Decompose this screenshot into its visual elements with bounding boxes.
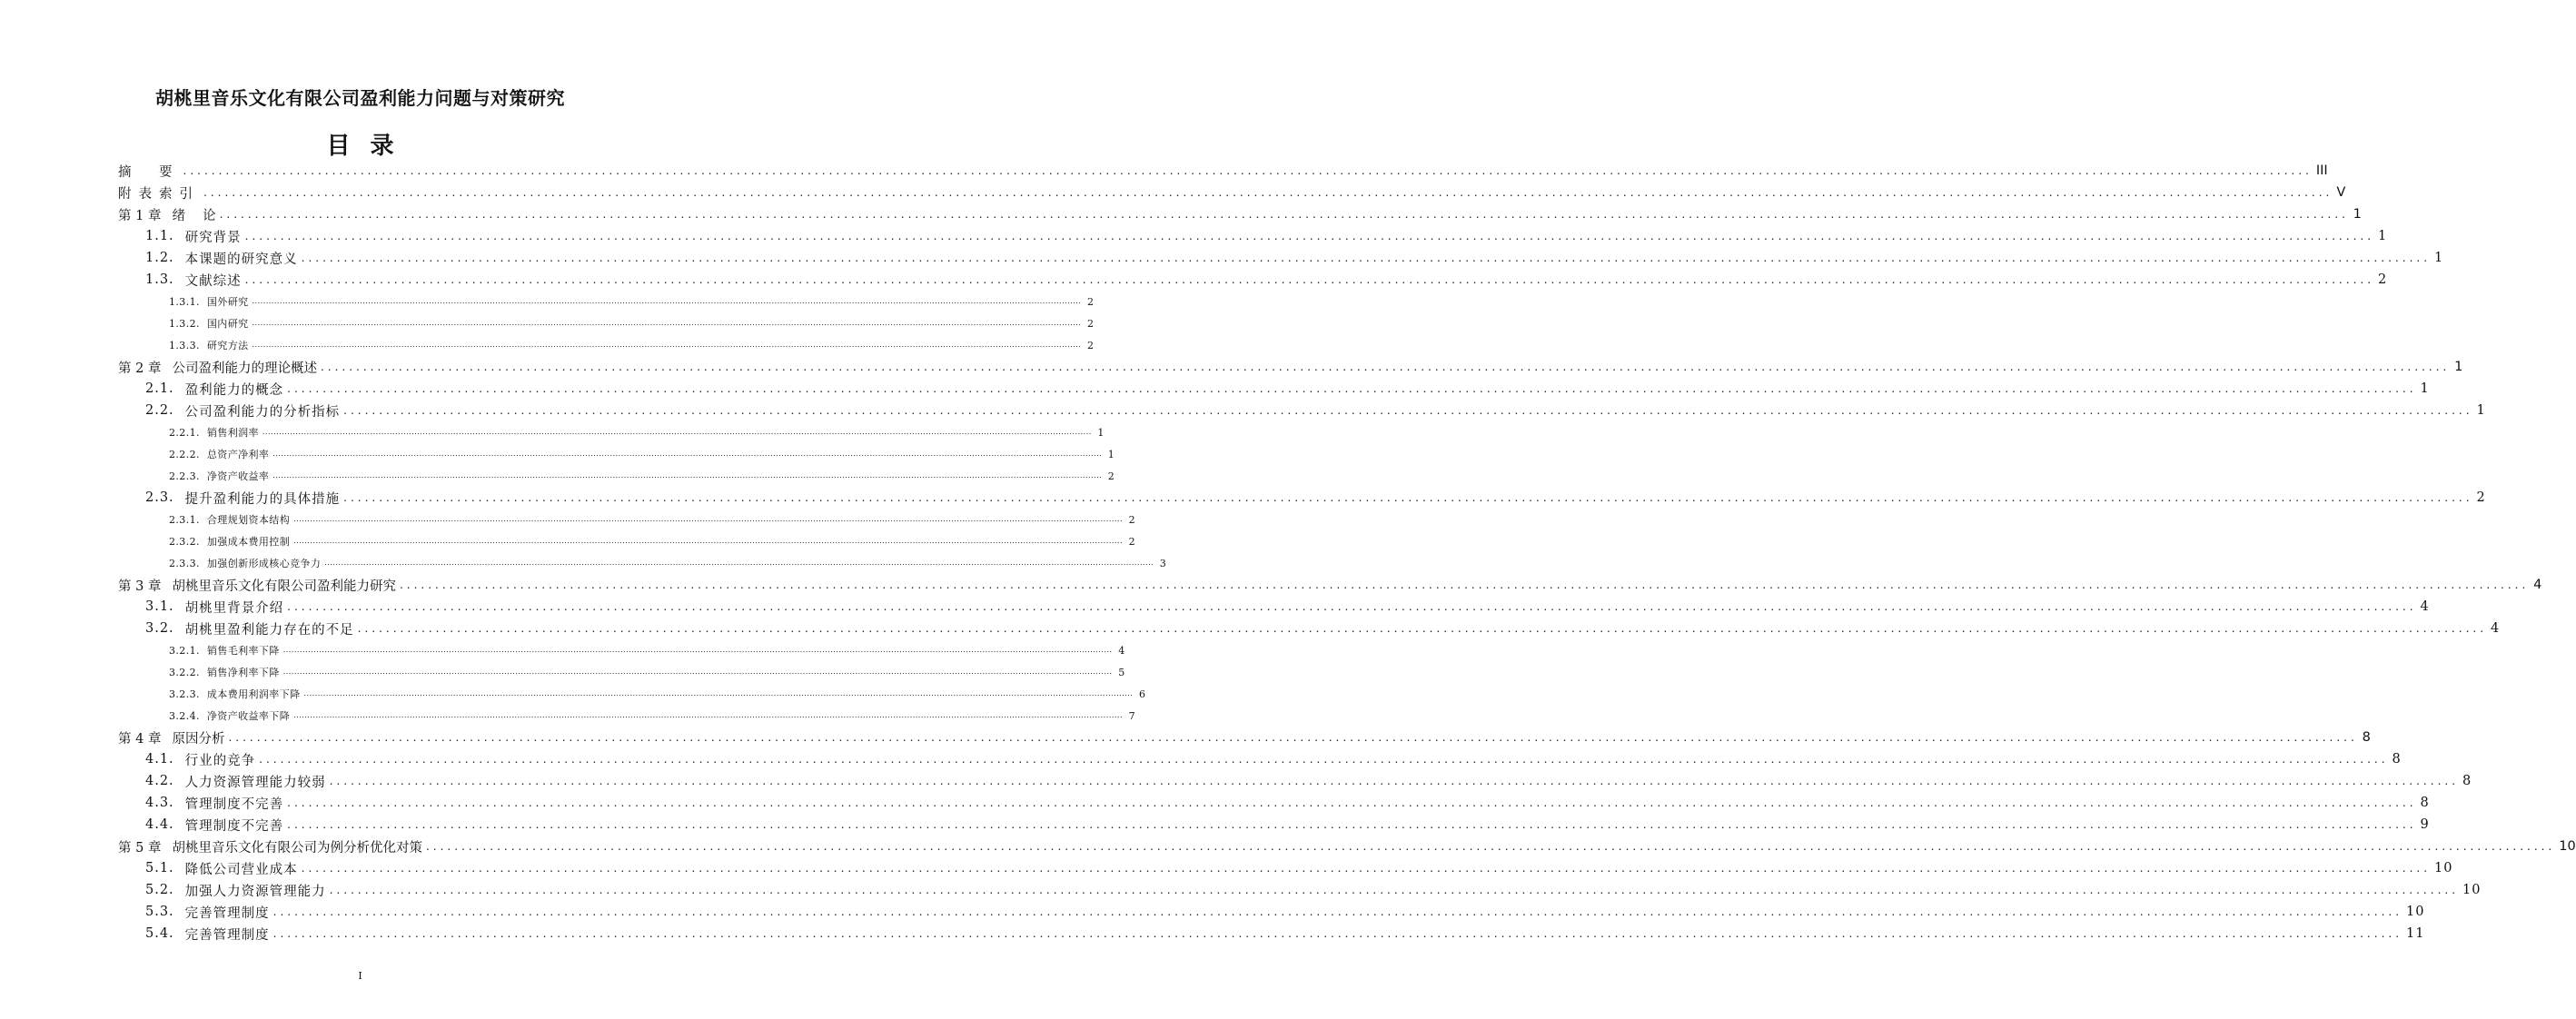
- toc-leader-dots: ............................................................................................................................................................................................................................................................................................................: [343, 404, 2473, 417]
- toc-entry-title: 合理规划资本结构: [206, 514, 291, 526]
- toc-entry-number: 2.3.3.: [169, 557, 200, 569]
- toc-entry-title: 本课题的研究意义: [184, 252, 298, 267]
- toc-entry[interactable]: [145, 487, 2486, 509]
- toc-entry[interactable]: [169, 705, 1135, 727]
- toc-entry-number: 3.2.4.: [169, 709, 200, 722]
- toc-entry[interactable]: [118, 203, 2362, 225]
- toc-entry-page: 2: [1086, 339, 1095, 351]
- toc-entry-title: 国外研究: [206, 296, 249, 308]
- toc-entry-title: 销售净利率下降: [206, 667, 280, 678]
- toc-leader-dots: ............................................................................................................................................................................................................................................................................................................: [244, 230, 2375, 242]
- toc-entry-number: 1.3.2.: [169, 317, 200, 330]
- toc-entry-page: 8: [2362, 730, 2371, 745]
- toc-entry-number: 4.2.: [145, 774, 174, 788]
- toc-entry-title: 绪 论: [172, 208, 216, 223]
- toc-entry-page: 2: [1107, 470, 1115, 482]
- toc-entry[interactable]: [145, 879, 2482, 901]
- toc-entry-page: 1: [2420, 381, 2430, 396]
- toc-leader-dots: ............................................................................................................................................................................................................................................................................................................: [228, 731, 2358, 744]
- toc-entry-page: III: [2315, 163, 2328, 178]
- toc-entry-page: 1: [2378, 229, 2388, 243]
- toc-entry-page: 2: [1128, 535, 1135, 548]
- toc-entry-page: 3: [1159, 557, 1167, 569]
- toc-entry-title: 降低公司营业成本: [184, 862, 298, 877]
- toc-entry-page: 10: [2434, 861, 2453, 876]
- toc-entry-page: 10: [2462, 883, 2482, 897]
- toc-entry-number: 5.2.: [145, 883, 174, 897]
- toc-entry-page: 4: [2420, 599, 2430, 614]
- toc-entry-title: 总资产净利率: [206, 449, 270, 460]
- toc-entry[interactable]: [118, 182, 2346, 203]
- toc-leader-dots: ............................................................................................................................................................................................................................................................................................................: [183, 164, 2313, 177]
- toc-entry-number: 1.3.: [145, 272, 174, 287]
- toc-leader-dots: ............................................................................................................................................................................................................................................................................................................: [301, 252, 2432, 264]
- toc-entry[interactable]: [145, 618, 2501, 639]
- toc-leader-dots: ............................................................................................................................................................................................................................................................................................................: [262, 428, 1092, 436]
- toc-entry-title: 原因分析: [172, 731, 225, 747]
- toc-entry[interactable]: [145, 225, 2388, 247]
- toc-leader-dots: ............................................................................................................................................................................................................................................................................................................: [320, 361, 2451, 373]
- toc-entry[interactable]: [118, 574, 2542, 596]
- toc-entry[interactable]: [169, 443, 1115, 465]
- toc-entry[interactable]: [145, 269, 2388, 291]
- toc-entry[interactable]: [169, 530, 1135, 552]
- toc-entry-title: 成本费用利润率下降: [206, 688, 301, 700]
- toc-leader-dots: ............................................................................................................................................................................................................................................................................................................: [219, 208, 2349, 221]
- toc-leader-dots: ............................................................................................................................................................................................................................................................................................................: [293, 711, 1123, 719]
- toc-entry-number: 1.1.: [145, 229, 174, 243]
- document-title: 胡桃里音乐文化有限公司盈利能力问题与对策研究: [155, 87, 565, 109]
- toc-entry-number: 第 5 章: [118, 840, 162, 856]
- toc-leader-dots: ............................................................................................................................................................................................................................................................................................................: [287, 818, 2417, 831]
- toc-entry-page: 1: [2454, 360, 2463, 374]
- toc-entry-number: 2.3.2.: [169, 535, 200, 548]
- toc-entry[interactable]: [169, 465, 1115, 487]
- toc-entry-number: 5.3.: [145, 905, 174, 919]
- toc-entry-page: 8: [2420, 796, 2430, 810]
- toc-entry-title: 摘 要: [118, 164, 180, 180]
- toc-entry-title: 胡桃里背景介绍: [184, 600, 284, 616]
- toc-entry-title: 销售利润率: [206, 427, 259, 439]
- toc-leader-dots: ............................................................................................................................................................................................................................................................................................................: [329, 884, 2460, 896]
- toc-entry-number: 1.2.: [145, 251, 174, 265]
- toc-entry-title: 胡桃里盈利能力存在的不足: [184, 622, 354, 638]
- toc-leader-dots: ............................................................................................................................................................................................................................................................................................................: [259, 753, 2389, 766]
- toc-entry-number: 3.1.: [145, 599, 174, 614]
- toc-entry-page: 5: [1118, 666, 1125, 678]
- toc-entry-title: 加强人力资源管理能力: [184, 884, 326, 899]
- toc-entry[interactable]: [169, 552, 1167, 574]
- toc-entry-title: 公司盈利能力的分析指标: [184, 404, 341, 420]
- toc-leader-dots: ............................................................................................................................................................................................................................................................................................................: [287, 600, 2417, 613]
- toc-entry[interactable]: [118, 727, 2371, 748]
- toc-leader-dots: ............................................................................................................................................................................................................................................................................................................: [324, 559, 1154, 567]
- toc-leader-dots: ............................................................................................................................................................................................................................................................................................................: [272, 905, 2403, 918]
- toc-entry-title: 文献综述: [184, 273, 242, 289]
- toc-entry-title: 研究方法: [206, 340, 249, 351]
- toc-leader-dots: ............................................................................................................................................................................................................................................................................................................: [303, 689, 1134, 697]
- toc-entry-number: 1.3.1.: [169, 295, 200, 308]
- toc-entry[interactable]: [118, 160, 2328, 182]
- toc-entry-title: 完善管理制度: [184, 927, 270, 943]
- toc-leader-dots: ............................................................................................................................................................................................................................................................................................................: [272, 927, 2403, 940]
- toc-entry-number: 2.1.: [145, 381, 174, 396]
- toc-leader-dots: ............................................................................................................................................................................................................................................................................................................: [425, 840, 2556, 853]
- toc-entry-number: 5.4.: [145, 926, 174, 941]
- toc-entry-page: 9: [2420, 817, 2430, 832]
- toc-entry-number: 2.3.: [145, 490, 174, 505]
- toc-entry-page: 1: [1107, 448, 1115, 460]
- toc-entry-title: 净资产收益率: [206, 470, 270, 482]
- toc-entry-title: 销售毛利率下降: [206, 645, 280, 657]
- toc-entry-page: 10: [2406, 905, 2425, 919]
- toc-entry[interactable]: [169, 509, 1135, 530]
- toc-entry-page: 8: [2392, 752, 2402, 767]
- toc-entry[interactable]: [169, 421, 1105, 443]
- toc-entry-number: 4.1.: [145, 752, 174, 767]
- toc-leader-dots: ............................................................................................................................................................................................................................................................................................................: [252, 297, 1082, 305]
- toc-leader-dots: ............................................................................................................................................................................................................................................................................................................: [272, 450, 1103, 458]
- toc-entry[interactable]: [145, 247, 2444, 269]
- toc-entry-page: 1: [2353, 207, 2362, 222]
- toc-entry-page: 7: [1128, 709, 1135, 722]
- toc-leader-dots: ............................................................................................................................................................................................................................................................................................................: [293, 515, 1123, 523]
- toc-entry-number: 3.2.2.: [169, 666, 200, 678]
- toc-entry-title: 加强创新形成核心竞争力: [206, 558, 322, 569]
- toc-entry-number: 2.2.2.: [169, 448, 200, 460]
- toc-leader-dots: ............................................................................................................................................................................................................................................................................................................: [343, 491, 2473, 504]
- toc-entry[interactable]: [145, 378, 2430, 400]
- toc-entry-number: 4.4.: [145, 817, 174, 832]
- toc-entry-page: 8: [2462, 774, 2472, 788]
- toc-entry-number: 3.2.: [145, 621, 174, 636]
- toc-entry-title: 人力资源管理能力较弱: [184, 775, 326, 790]
- toc-entry-page: 2: [1086, 317, 1095, 330]
- toc-leader-dots: ............................................................................................................................................................................................................................................................................................................: [301, 862, 2432, 875]
- toc-heading-text: 目录: [326, 133, 414, 160]
- toc-entry[interactable]: [145, 792, 2430, 814]
- toc-leader-dots: ............................................................................................................................................................................................................................................................................................................: [252, 341, 1082, 349]
- toc-entry-number: 5.1.: [145, 861, 174, 876]
- toc-entry[interactable]: [145, 748, 2402, 770]
- toc-entry-number: 第 4 章: [118, 731, 162, 747]
- toc-entry-page: 11: [2406, 926, 2425, 941]
- toc-entry-page: 1: [2476, 403, 2486, 418]
- toc-entry[interactable]: [145, 596, 2430, 618]
- toc-entry[interactable]: [145, 857, 2453, 879]
- toc-entry-title: 净资产收益率下降: [206, 710, 291, 722]
- toc-entry-number: 2.2.: [145, 403, 174, 418]
- toc-entry-title: 研究背景: [184, 230, 242, 245]
- toc-entry-page: 4: [1118, 644, 1125, 657]
- toc-entry[interactable]: [145, 923, 2425, 945]
- toc-entry-page: 4: [2533, 578, 2542, 592]
- toc-entry[interactable]: [118, 836, 2576, 857]
- toc-entry[interactable]: [169, 639, 1125, 661]
- toc-entry-page: V: [2336, 185, 2346, 200]
- toc-entry[interactable]: [169, 291, 1095, 312]
- toc-entry-title: 行业的竞争: [184, 753, 256, 768]
- toc-entry[interactable]: [169, 312, 1095, 334]
- page-number: I: [358, 970, 362, 982]
- toc-entry[interactable]: [145, 814, 2430, 836]
- toc-entry-page: 2: [2476, 490, 2486, 505]
- toc-entry-number: 3.2.1.: [169, 644, 200, 657]
- toc-entry-page: 10: [2559, 839, 2576, 854]
- toc-entry[interactable]: [145, 901, 2425, 923]
- toc-entry-number: 3.2.3.: [169, 688, 200, 700]
- toc-entry-number: 第 1 章: [118, 208, 162, 223]
- toc-entry-title: 管理制度不完善: [184, 818, 284, 834]
- toc-entry-title: 加强成本费用控制: [206, 536, 291, 548]
- toc-entry[interactable]: [169, 334, 1095, 356]
- toc-entry-number: 第 2 章: [118, 361, 162, 376]
- toc-entry-title: 完善管理制度: [184, 905, 270, 921]
- toc-entry[interactable]: [118, 356, 2463, 378]
- toc-entry-number: 2.2.1.: [169, 426, 200, 439]
- toc-entry-number: 4.3.: [145, 796, 174, 810]
- toc-entry-title: 国内研究: [206, 318, 249, 330]
- toc-entry-page: 2: [1128, 513, 1135, 526]
- toc-entry-title: 附表索引: [118, 186, 200, 202]
- toc-entry-title: 公司盈利能力的理论概述: [172, 361, 317, 376]
- toc-leader-dots: ............................................................................................................................................................................................................................................................................................................: [399, 579, 2530, 591]
- toc-entry[interactable]: [145, 400, 2486, 421]
- toc-leader-dots: ............................................................................................................................................................................................................................................................................................................: [282, 668, 1113, 676]
- toc-entry-title: 盈利能力的概念: [184, 382, 284, 398]
- toc-leader-dots: ............................................................................................................................................................................................................................................................................................................: [287, 382, 2417, 395]
- toc-entry-page: 2: [1086, 295, 1095, 308]
- toc-entry-page: 4: [2491, 621, 2501, 636]
- toc-leader-dots: ............................................................................................................................................................................................................................................................................................................: [287, 796, 2417, 809]
- toc-entry-title: 提升盈利能力的具体措施: [184, 491, 341, 507]
- toc-entry-title: 胡桃里音乐文化有限公司盈利能力研究: [172, 579, 396, 594]
- toc-entry-page: 1: [1097, 426, 1105, 439]
- toc-entry[interactable]: [145, 770, 2472, 792]
- toc-leader-dots: ............................................................................................................................................................................................................................................................................................................: [282, 646, 1113, 654]
- toc-entry-number: 2.3.1.: [169, 513, 200, 526]
- toc-entry-number: 2.2.3.: [169, 470, 200, 482]
- toc-entry-number: 1.3.3.: [169, 339, 200, 351]
- toc-heading: [0, 127, 720, 161]
- toc-leader-dots: ............................................................................................................................................................................................................................................................................................................: [293, 537, 1123, 545]
- toc-entry-page: 6: [1138, 688, 1146, 700]
- toc-entry[interactable]: [169, 683, 1146, 705]
- toc-leader-dots: ............................................................................................................................................................................................................................................................................................................: [272, 471, 1103, 480]
- toc-entry-title: 管理制度不完善: [184, 796, 284, 812]
- toc-entry-page: 2: [2378, 272, 2388, 287]
- toc-leader-dots: ............................................................................................................................................................................................................................................................................................................: [203, 186, 2333, 199]
- toc-entry[interactable]: [169, 661, 1125, 683]
- toc-entry-page: 1: [2434, 251, 2444, 265]
- toc-entry-number: 第 3 章: [118, 579, 162, 594]
- toc-leader-dots: ............................................................................................................................................................................................................................................................................................................: [329, 775, 2460, 787]
- toc-leader-dots: ............................................................................................................................................................................................................................................................................................................: [357, 622, 2488, 635]
- toc-leader-dots: ............................................................................................................................................................................................................................................................................................................: [244, 273, 2375, 286]
- toc-leader-dots: ............................................................................................................................................................................................................................................................................................................: [252, 319, 1082, 327]
- toc-entry-title: 胡桃里音乐文化有限公司为例分析优化对策: [172, 840, 422, 856]
